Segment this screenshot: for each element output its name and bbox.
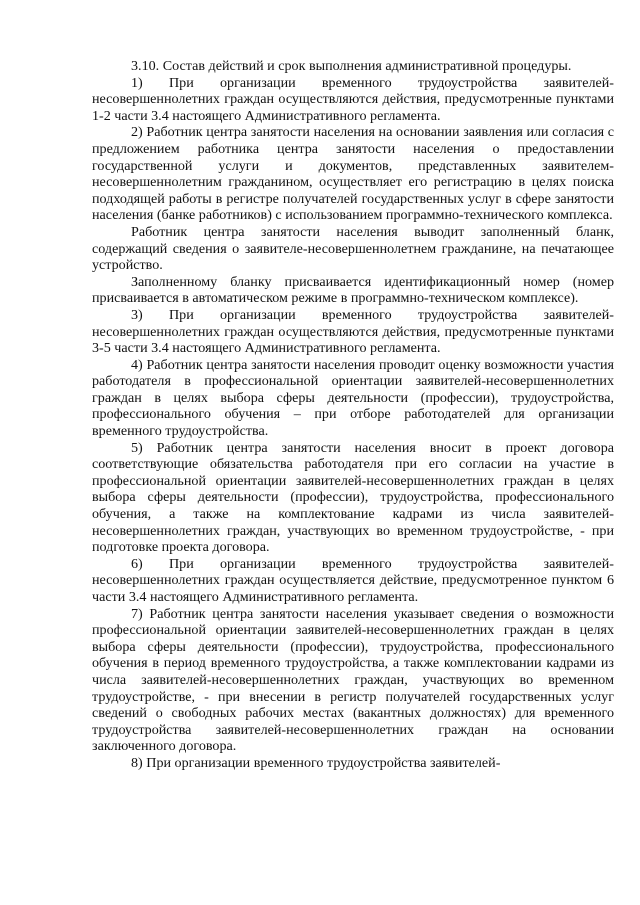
section-title: 3.10. Состав действий и срок выполнения административной процедуры. (131, 58, 572, 74)
paragraph-item-3: 3) При организации временного трудоустройства заявителей-несовершеннолетних граждан осуществляются действия, предусмотренные пунктами 3-5 части 3.4 настоящего Административного регламента. (92, 306, 614, 357)
paragraph-id-number: Заполненному бланку присваивается идентификационный номер (номер присваивается в автоматическом режиме в программно-техническом комплексе). (92, 273, 614, 307)
paragraph-item-6: 6) При организации временного трудоустройства заявителей-несовершеннолетних граждан осуществляется действие, предусмотренное пунктом 6 части 3.4 настоящего Административного регламента. (92, 555, 614, 605)
document-page (92, 58, 614, 772)
paragraph-item-5: 5) Работник центра занятости населения вносит в проект договора соответствующие обязательства работодателя при его согласии на участие в профессиональной ориентации заявителей-несовершеннолетних граждан в целях выбора сферы деятельности (профессии), трудоустройства, профессионального обучения, а также на комплектование кадрами из числа заявителей-несовершеннолетних граждан, участвующих во временном трудоустройстве, - при подготовке проекта договора. (92, 439, 614, 556)
paragraph-item-8: 8) При организации временного трудоустройства заявителей- (131, 754, 501, 771)
paragraph-item-7: 7) Работник центра занятости населения указывает сведения о возможности профессиональной ориентации заявителей-несовершеннолетних граждан в целях выбора сферы деятельности (профессии), трудоустройства, профессионального обучения в период временного трудоустройства, а также комплектовании кадрами из числа заявителей-несовершеннолетних граждан, участвующих во временном трудоустройстве, - при внесении в регистр получателей государственных услуг сведений о свободных рабочих местах (вакантных должностях) для временного трудоустройства заявителей-несовершеннолетних граждан на основании заключенного договора. (92, 605, 614, 755)
paragraph-item-4: 4) Работник центра занятости населения проводит оценку возможности участия работодателя в профессиональной ориентации заявителей-несовершеннолетних граждан в целях выбора сферы деятельности (профессии), трудоустройства, профессионального обучения – при отборе работодателей для организации временного трудоустройства. (92, 356, 614, 440)
paragraph-item-2: 2) Работник центра занятости населения на основании заявления или согласия с предложением работника центра занятости населения о предоставлении государственной услуги и документов, представленных заявителем-несовершеннолетним гражданином, осуществляет его регистрацию в целях поиска подходящей работы в регистре получателей государственных услуг в сфере занятости населения (банке работников) с использованием программно-технического комплекса. (92, 124, 614, 224)
paragraph-printer-output: Работник центра занятости населения выводит заполненный бланк, содержащий сведения о заявителе-несовершеннолетнем гражданине, на печатающее устройство. (92, 223, 614, 274)
paragraph-item-1: 1) При организации временного трудоустройства заявителей-несовершеннолетних граждан осуществляются действия, предусмотренные пунктами 1-2 части 3.4 настоящего Административного регламента. (92, 74, 614, 124)
